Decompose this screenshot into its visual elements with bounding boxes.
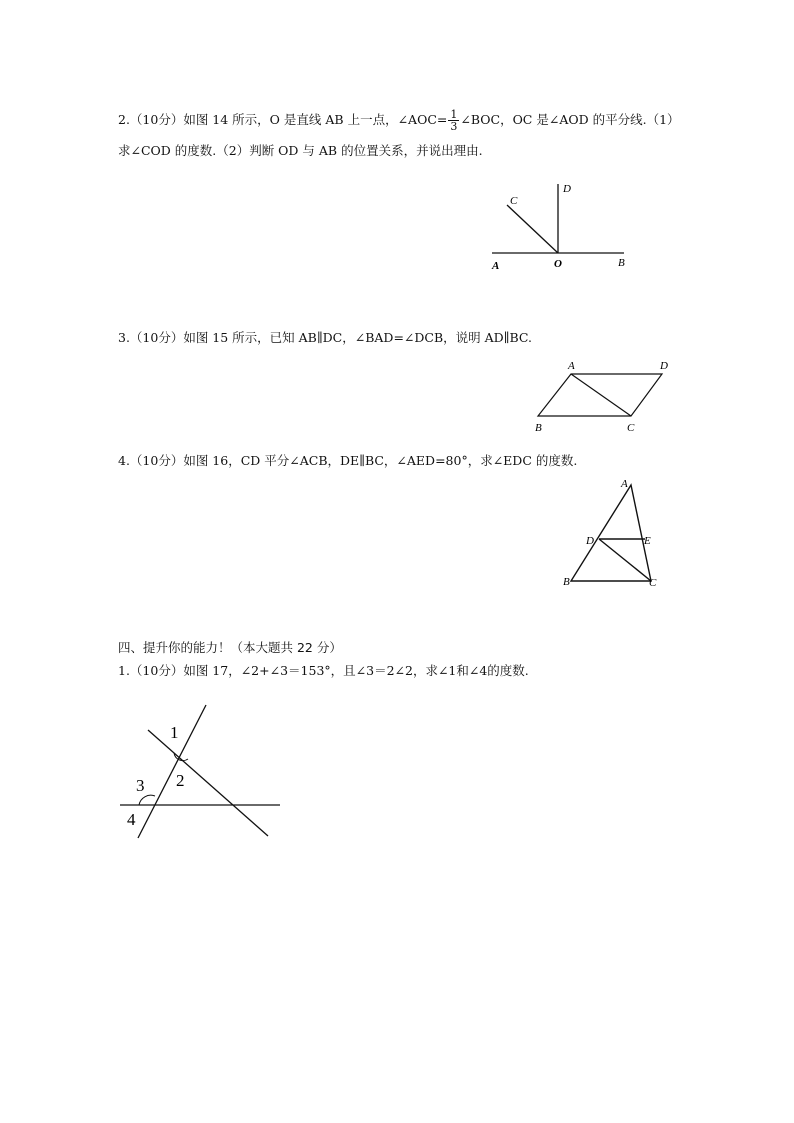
angle-arc-3 xyxy=(139,795,155,805)
label-D: D xyxy=(660,360,668,372)
q2-text-part1: 2.（10分）如图 14 所示，O 是直线 AB 上一点，∠AOC= xyxy=(118,112,448,127)
label-A: A xyxy=(621,478,628,490)
label-A: A xyxy=(492,260,500,272)
q2-text-line2: 求∠COD 的度数.（2）判断 OD 与 AB 的位置关系，并说出理由. xyxy=(118,143,483,158)
section-4-heading: 四、提升你的能力！（本大题共 22 分） xyxy=(118,640,342,655)
label-C: C xyxy=(649,577,657,589)
label-D: D xyxy=(563,183,571,195)
figure-16 xyxy=(555,475,675,595)
triangle-ABC xyxy=(571,485,651,581)
diagonal-AC xyxy=(571,374,631,416)
figure-14 xyxy=(480,178,640,278)
ray-OC xyxy=(507,205,558,253)
section-4-q1-text: 1.（10分）如图 17，∠2+∠3＝153°，且∠3＝2∠2，求∠1和∠4的度数. xyxy=(118,663,529,678)
figure-15 xyxy=(530,355,675,435)
q2-text-part2: ∠BOC，OC 是∠AOD 的平分线.（1） xyxy=(460,112,680,127)
fraction-numerator: 1 xyxy=(450,108,458,121)
angle-label-4: 4 xyxy=(127,810,136,829)
label-C: C xyxy=(510,195,518,207)
label-C: C xyxy=(627,422,635,434)
label-B: B xyxy=(563,576,570,588)
figure-17 xyxy=(110,700,290,845)
angle-label-1: 1 xyxy=(170,723,179,742)
label-A: A xyxy=(568,360,575,372)
label-B: B xyxy=(535,422,542,434)
q4-text: 4.（10分）如图 16，CD 平分∠ACB，DE∥BC，∠AED=80°，求∠EDC 的度数. xyxy=(118,453,578,468)
label-D: D xyxy=(586,535,594,547)
label-B: B xyxy=(618,257,625,269)
label-E: E xyxy=(644,535,651,547)
fraction-one-third xyxy=(448,109,459,132)
q3-text: 3.（10分）如图 15 所示，已知 AB∥DC，∠BAD=∠DCB，说明 AD∥BC. xyxy=(118,330,532,345)
label-O: O xyxy=(554,258,562,270)
angle-label-2: 2 xyxy=(176,771,185,790)
angle-label-3: 3 xyxy=(136,776,145,795)
fraction-denominator: 3 xyxy=(450,120,458,133)
q2-text-line1 xyxy=(118,109,680,132)
